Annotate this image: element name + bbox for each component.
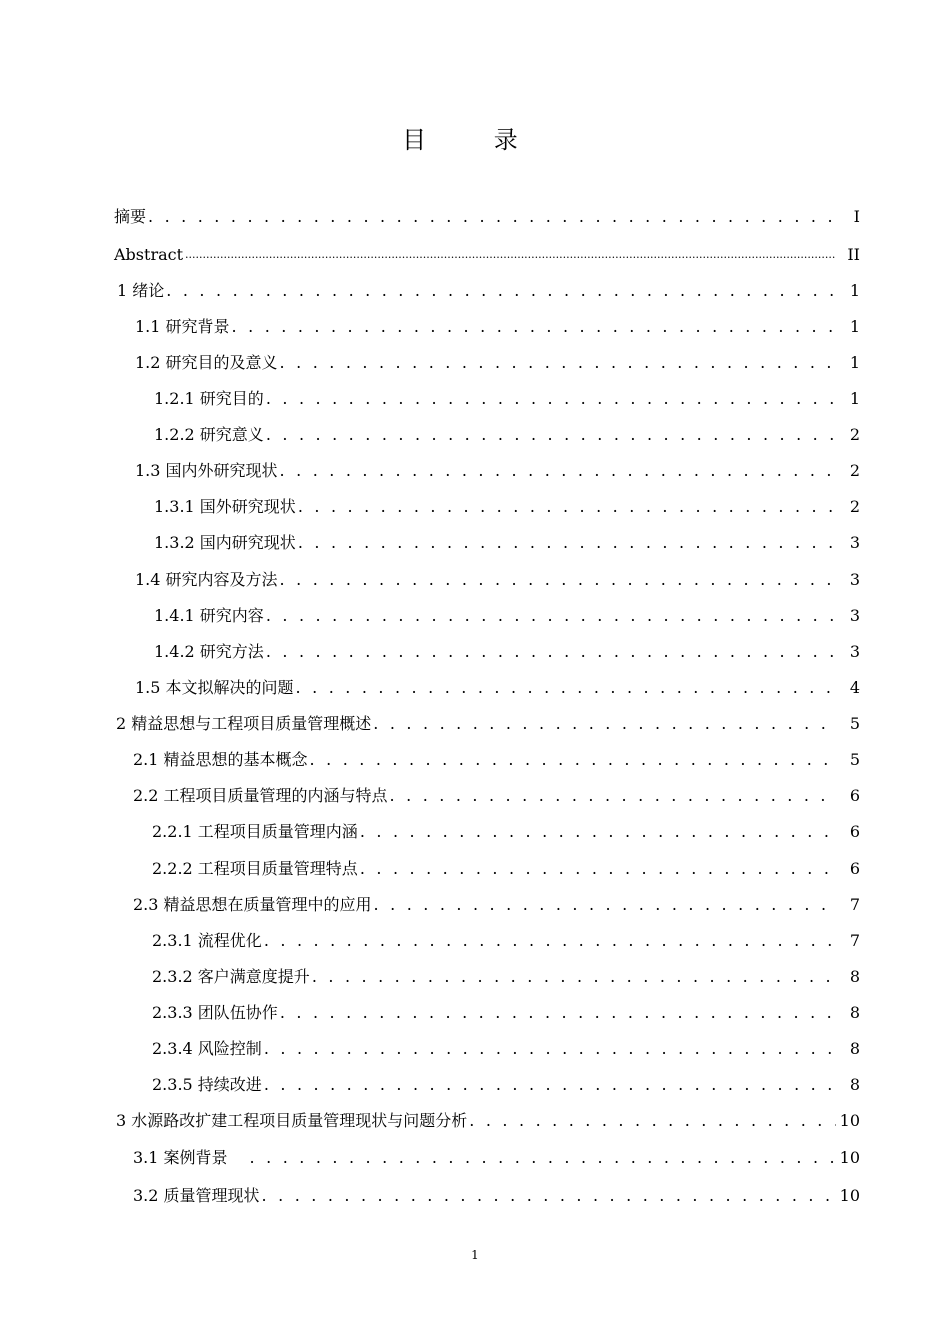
leader-dots (371, 714, 836, 734)
page-title: 目 录 (402, 126, 548, 154)
toc-entry[interactable] (152, 923, 860, 951)
leader-dots (294, 678, 836, 698)
toc-entry-page: II (847, 245, 860, 264)
toc-entry-label: 2 精益思想与工程项目质量管理概述 (116, 714, 372, 733)
toc-entry-label: 1.5 本文拟解决的问题 (135, 678, 294, 697)
toc-entry-page: I (853, 207, 860, 226)
toc-entry[interactable] (152, 814, 860, 842)
leader-dots (183, 243, 836, 265)
toc-entry[interactable] (152, 959, 860, 987)
leader-dots (264, 389, 836, 409)
leader-dots (230, 317, 836, 337)
toc-entry-page: 4 (849, 678, 860, 697)
toc-entry[interactable] (152, 1031, 860, 1059)
toc-entry[interactable] (133, 887, 860, 915)
leader-dots (262, 1039, 836, 1059)
toc-entry-label: 2.3.3 团队伍协作 (152, 1003, 278, 1022)
toc-entry-label: 摘要 (114, 207, 147, 226)
leader-dots (264, 606, 836, 626)
leader-dots (372, 895, 836, 915)
leader-dots (262, 931, 836, 951)
toc-entry[interactable] (133, 1140, 860, 1168)
leader-dots (264, 642, 836, 662)
toc-entry[interactable] (152, 851, 860, 879)
toc-entry-label: 2.2 工程项目质量管理的内涵与特点 (133, 786, 388, 805)
toc-entry[interactable] (133, 778, 860, 806)
toc-entry-label: 3.1 案例背景 (133, 1148, 228, 1167)
toc-entry[interactable] (152, 1067, 860, 1095)
toc-entry[interactable] (116, 706, 860, 734)
toc-entry-page: 5 (849, 750, 860, 769)
toc-entry-label: 2.3.2 客户满意度提升 (152, 967, 310, 986)
toc-entry-page: 2 (849, 461, 860, 480)
toc-entry-page: 10 (839, 1148, 860, 1167)
toc-entry-abstract-en[interactable] (114, 237, 860, 265)
leader-dots (388, 786, 836, 806)
toc-entry[interactable] (135, 670, 860, 698)
leader-dots (164, 281, 836, 301)
toc-entry-page: 1 (849, 353, 860, 372)
leader-dots (262, 1075, 836, 1095)
toc-entry[interactable] (133, 742, 860, 770)
toc-entry-page: 3 (849, 570, 860, 589)
toc-entry-page: 3 (849, 642, 860, 661)
toc-entry-label: Abstract (114, 245, 184, 264)
leader-dots (358, 822, 836, 842)
toc-entry[interactable] (135, 345, 860, 373)
toc-entry-page: 8 (849, 1075, 860, 1094)
leader-dots (358, 859, 836, 879)
toc-entry[interactable] (135, 453, 860, 481)
toc-entry[interactable] (117, 273, 860, 301)
leader-dots (146, 207, 836, 227)
toc-entry-label: 2.1 精益思想的基本概念 (133, 750, 308, 769)
leader-dots (260, 1186, 836, 1206)
toc-entry[interactable] (152, 995, 860, 1023)
toc-entry-label: 1.2.2 研究意义 (154, 425, 264, 444)
toc-entry-page: 5 (849, 714, 860, 733)
toc-entry[interactable] (154, 417, 860, 445)
toc-entry-page: 2 (849, 497, 860, 516)
toc-entry-page: 10 (839, 1186, 860, 1205)
toc-entry-label: 2.3 精益思想在质量管理中的应用 (133, 895, 372, 914)
toc-entry-page: 3 (849, 606, 860, 625)
toc-entry-page: 6 (849, 822, 860, 841)
leader-dots (308, 750, 836, 770)
toc-entry-page: 8 (849, 1039, 860, 1058)
toc-entry-page: 6 (849, 859, 860, 878)
toc-entry[interactable] (133, 1178, 860, 1206)
toc-entry-label: 1.4.2 研究方法 (154, 642, 264, 661)
toc-entry-label: 2.2.2 工程项目质量管理特点 (152, 859, 358, 878)
leader-dots (264, 425, 836, 445)
toc-entry-label: 1.2.1 研究目的 (154, 389, 264, 408)
toc-entry-page: 2 (849, 425, 860, 444)
toc-entry-label: 2.2.1 工程项目质量管理内涵 (152, 822, 358, 841)
toc-entry-label: 1.3.1 国外研究现状 (154, 497, 296, 516)
toc-entry[interactable] (135, 309, 860, 337)
toc-entry-label: 3 水源路改扩建工程项目质量管理现状与问题分析 (116, 1111, 468, 1130)
leader-dots (278, 353, 836, 373)
toc-entry-label: 1.3.2 国内研究现状 (154, 533, 296, 552)
toc-entry[interactable] (154, 598, 860, 626)
leader-dots (310, 967, 836, 987)
toc-entry-page: 1 (849, 281, 860, 300)
toc-entry[interactable] (135, 562, 860, 590)
toc-entry-label: 3.2 质量管理现状 (133, 1186, 260, 1205)
toc-entry[interactable] (116, 1103, 860, 1131)
toc-entry-label: 2.3.1 流程优化 (152, 931, 262, 950)
toc-entry-page: 6 (849, 786, 860, 805)
toc-entry-label: 2.3.5 持续改进 (152, 1075, 262, 1094)
toc-entry-page: 8 (849, 967, 860, 986)
toc-entry-label: 1.4 研究内容及方法 (135, 570, 278, 589)
leader-dots (296, 497, 836, 517)
toc-entry[interactable] (154, 489, 860, 517)
toc-entry-label: 1 绪论 (117, 281, 165, 300)
toc-entry-page: 7 (849, 895, 860, 914)
toc-entry[interactable] (154, 525, 860, 553)
leader-dots (467, 1111, 836, 1131)
toc-entry-page: 8 (849, 1003, 860, 1022)
toc-entry-label: 1.2 研究目的及意义 (135, 353, 278, 372)
toc-entry-page: 1 (849, 317, 860, 336)
page-number: 1 (471, 1248, 479, 1262)
leader-dots (278, 570, 836, 590)
leader-dots (296, 533, 836, 553)
toc-entry[interactable] (154, 634, 860, 662)
toc-entry-label: 1.3 国内外研究现状 (135, 461, 278, 480)
toc-entry-label: 2.3.4 风险控制 (152, 1039, 262, 1058)
toc-entry-page: 3 (849, 533, 860, 552)
toc-entry-page: 7 (849, 931, 860, 950)
toc-entry-label: 1.1 研究背景 (135, 317, 230, 336)
leader-dots (228, 1148, 836, 1168)
toc-entry-page: 10 (839, 1111, 860, 1130)
toc-entry[interactable] (154, 381, 860, 409)
toc-entry-label: 1.4.1 研究内容 (154, 606, 264, 625)
toc-entry-page: 1 (849, 389, 860, 408)
toc-entry-abstract-cn[interactable] (114, 199, 860, 227)
leader-dots (278, 461, 836, 481)
leader-dots (278, 1003, 836, 1023)
